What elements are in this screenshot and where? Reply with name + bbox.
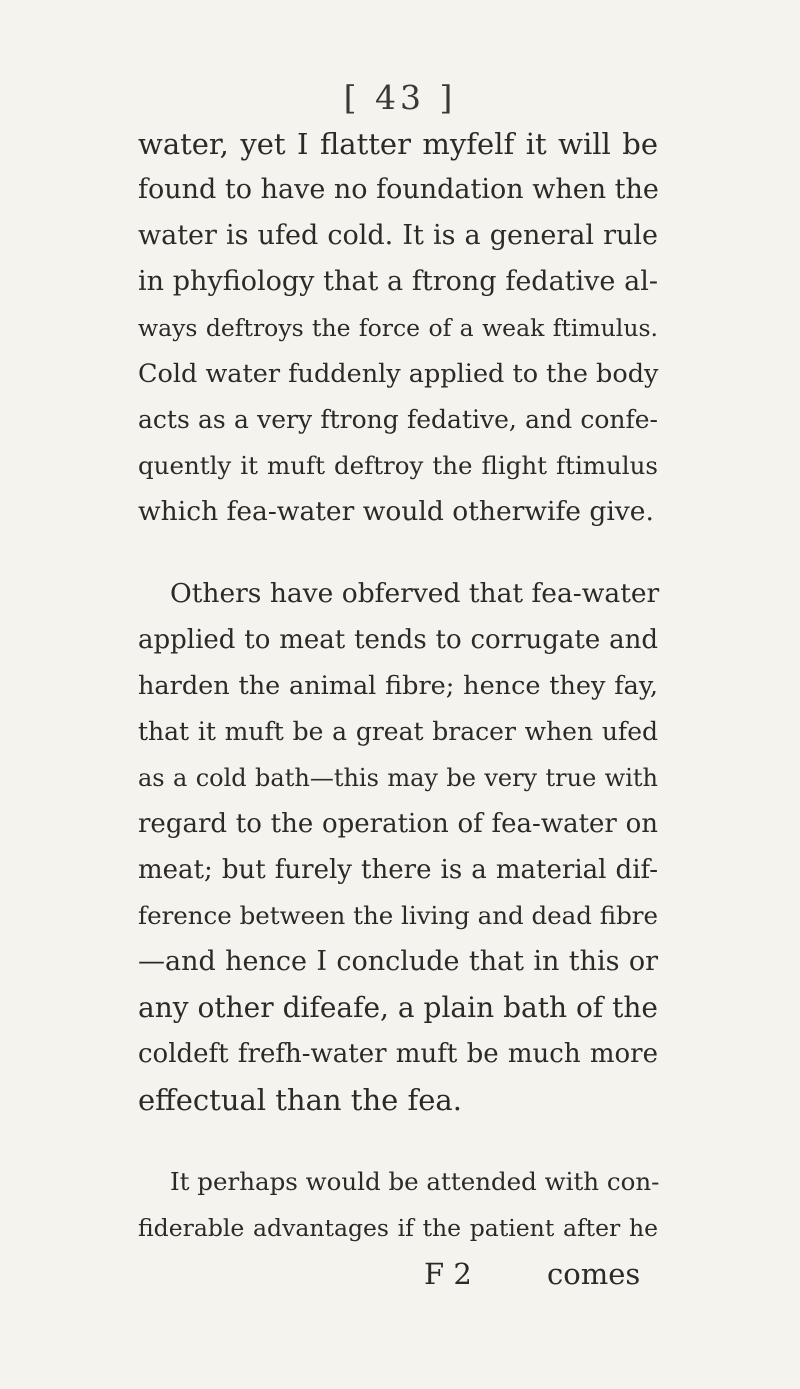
text-line: quently it muft deftroy the flight ftimulus: [138, 451, 658, 480]
text-line: meat; but furely there is a material dif-: [138, 855, 658, 885]
text-line: which fea-water would otherwife give.: [138, 496, 654, 527]
text-line: harden the animal fibre; hence they fay,: [138, 671, 658, 701]
text-line: effectual than the fea.: [138, 1083, 462, 1117]
text-line: fiderable advantages if the patient after he: [138, 1214, 658, 1242]
text-line: water, yet I flatter myfelf it will be: [138, 127, 658, 161]
text-line: acts as a very ftrong fedative, and confe-: [138, 405, 658, 434]
catchword: comes: [547, 1257, 641, 1291]
text-line: coldeft frefh-water muft be much more: [138, 1039, 658, 1069]
text-line: ways deftroys the force of a weak ftimulus.: [138, 314, 658, 342]
signature-mark: F 2: [424, 1257, 472, 1291]
text-line: regard to the operation of fea-water on: [138, 809, 658, 839]
text-line: any other difeafe, a plain bath of the: [138, 991, 658, 1024]
text-line: water is ufed cold. It is a general rule: [138, 220, 658, 251]
text-line: ference between the living and dead fibre: [138, 901, 658, 930]
text-line: Cold water fuddenly applied to the body: [138, 359, 659, 389]
page-number-header: [ 43 ]: [343, 78, 457, 117]
text-line: applied to meat tends to corrugate and: [138, 625, 658, 655]
text-line: found to have no foundation when the: [138, 174, 659, 205]
text-line: as a cold bath—this may be very true with: [138, 764, 658, 792]
text-line: in phyfiology that a ftrong fedative al-: [138, 266, 658, 297]
text-line: Others have obferved that fea-water: [170, 578, 660, 609]
text-line: —and hence I conclude that in this or: [138, 946, 658, 977]
text-line: that it muft be a great bracer when ufed: [138, 717, 658, 746]
text-line: It perhaps would be attended with con-: [170, 1167, 660, 1196]
